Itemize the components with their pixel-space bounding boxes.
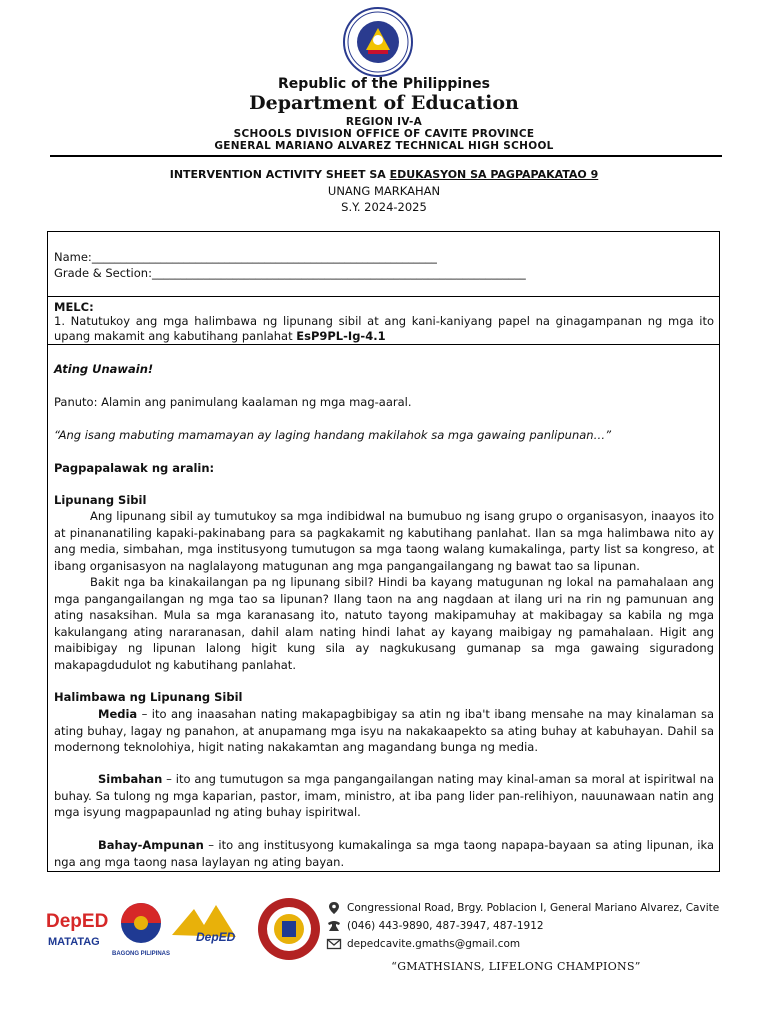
paragraph-bakit: Bakit nga ba kinakailangan pa ng lipunang sibil? Hindi ba kayang matugunan ng lokal na pamahalaan ang mga pangangailangan ng mga tao sa lipunan? Ilang taon na ang nagdaan at ilang uri na rin ng pamunuan ang ating nasaksihan. Mula sa mga karanasang ito, natuto tayong makipamuhay at makibagay sa kabila ng mga kakulangang ating nararanasan, dahil alam nating hindi lahat ay kayang maibigay ng pamahalaan. Higit ang maibibigay ng lipunan lalong higit kung sila ay nagkukusang gumanap sa mga gawaing siguradong makapagdudulot ng kabutihang panlahat. (54, 575, 714, 672)
quarter-label: UNANG MARKAHAN (327, 184, 441, 198)
activity-box (47, 231, 720, 872)
school-year-label: S.Y. 2024-2025 (341, 200, 427, 214)
melc-label: MELC: (54, 300, 94, 314)
paragraph-bahay-ampunan (54, 837, 714, 870)
instructions-text: Panuto: Alamin ang panimulang kaalaman ng mga mag-aaral. (54, 395, 412, 409)
paragraph-media (54, 706, 714, 756)
melc-code: EsP9PL-Ig-4.1 (296, 329, 386, 343)
gmaths-school-seal (258, 898, 320, 960)
header-divider (50, 155, 722, 157)
division-heading: SCHOOLS DIVISION OFFICE OF CAVITE PROVINCE (233, 128, 535, 140)
grade-section-blank[interactable]: _________________________________________________________________ (151, 266, 526, 280)
address-text: Congressional Road, Brgy. Poblacion I, General Mariano Alvarez, Cavite (347, 902, 720, 914)
envelope-icon (326, 937, 342, 951)
matatag-logo-text: MATATAG (48, 936, 100, 948)
paragraph-simbahan (54, 771, 714, 821)
bagong-pilipinas-text: BAGONG PILIPINAS (111, 951, 171, 957)
footer-logos (44, 895, 324, 965)
department-heading: Department of Education (249, 92, 519, 114)
deped-logo-text: DepED (46, 911, 109, 932)
activity-subject: EDUKASYON SA PAGPAPAKATAO 9 (389, 168, 599, 181)
lesson-expansion-heading: Pagpapalawak ng aralin: (54, 461, 215, 475)
section-heading-unawain: Ating Unawain! (54, 362, 154, 376)
republic-heading: Republic of the Philippines (278, 76, 490, 92)
deped-cavite-text: DepED (196, 930, 236, 944)
name-label: Name: (54, 250, 92, 264)
deped-cavite-logo (172, 905, 236, 944)
melc-statement: 1. Natutukoy ang mga halimbawa ng lipunang sibil at ang kani-kaniyang papel na ginagampanan ng mga ito upang makamit ang kabutihang panlahat (54, 314, 714, 343)
grade-section-label: Grade & Section: (54, 266, 152, 280)
media-term: Media (98, 707, 138, 721)
bagong-pilipinas-logo (112, 903, 170, 957)
deped-matatag-logo (46, 911, 108, 948)
region-heading: REGION IV-A (345, 116, 423, 128)
activity-title-prefix: INTERVENTION ACTIVITY SHEET SA (169, 168, 390, 181)
bahay-ampunan-term: Bahay-Ampunan (98, 838, 204, 852)
deped-seal-logo (338, 6, 418, 78)
paragraph-lipunang-sibil: Ang lipunang sibil ay tumutukoy sa mga indibidwal na bumubuo ng isang grupo o organisasyon, inaayos ito at pinananatiling kapaki-pakinabang para sa pagkakamit ng kabutihang panlahat. Ilan sa mga halimbawa nito ay ang media, simbahan, mga institusyong tumutugon sa mga taong walang kumakalinga, party list sa kongreso, at ibang organisasyon na naglalayong matugunan ang mga pangangailangang ng bawat tao sa lipunan. (54, 509, 714, 573)
quote-text: “Ang isang mabuting mamamayan ay laging handang makilahok sa mga gawaing panlipunan…” (54, 428, 612, 442)
school-motto: “GMATHSIANS, LIFELONG CHAMPIONS” (391, 960, 641, 973)
lipunang-sibil-title: Lipunang Sibil (54, 493, 147, 507)
simbahan-term: Simbahan (98, 772, 163, 786)
phone-row (326, 918, 726, 934)
contact-info (326, 900, 726, 954)
school-heading: GENERAL MARIANO ALVAREZ TECHNICAL HIGH SCHOOL (214, 140, 554, 152)
phone-text: (046) 443-9890, 487-3947, 487-1912 (347, 920, 544, 932)
grade-section-field[interactable] (54, 265, 526, 281)
telephone-icon (326, 919, 342, 933)
box-divider-2 (48, 344, 719, 345)
media-description: – ito ang inaasahan nating makapagbibigay sa atin ng iba't ibang mensahe na may kinalaman sa ating buhay, lagay ng panahon, at anupamang mga isyu na nakakaapekto sa ating buhay at kabuhayan. Dahil sa modernong teknolohiya, higit nating nakakamtan ang magandang bunga ng media. (54, 707, 714, 754)
box-divider-1 (48, 296, 719, 297)
location-pin-icon (326, 901, 342, 915)
melc-text (54, 314, 714, 344)
email-row (326, 936, 726, 952)
bahay-ampunan-description: – ito ang institusyong kumakalinga sa mga taong napapa-bayaan sa ating lipunan, ika nga ang mga taong nasa laylayan ng ating bayan. (54, 838, 714, 869)
name-blank[interactable]: ____________________________________________________________ (91, 250, 437, 264)
address-row (326, 900, 726, 916)
simbahan-description: – ito ang tumutugon sa mga pangangailangan nating may kinal-aman sa moral at ispiritwal na buhay. Sa tulong ng mga kaparian, pastor, imam, ministro, at iba pang lider pan-relihiyon, nauunawaan natin ang mga isyung magpapaunlad ng ating buhay ispiritwal. (54, 772, 714, 819)
activity-title (0, 168, 768, 181)
name-field[interactable] (54, 249, 437, 265)
halimbawa-title: Halimbawa ng Lipunang Sibil (54, 690, 243, 704)
email-link[interactable]: depedcavite.gmaths@gmail.com (347, 938, 521, 950)
